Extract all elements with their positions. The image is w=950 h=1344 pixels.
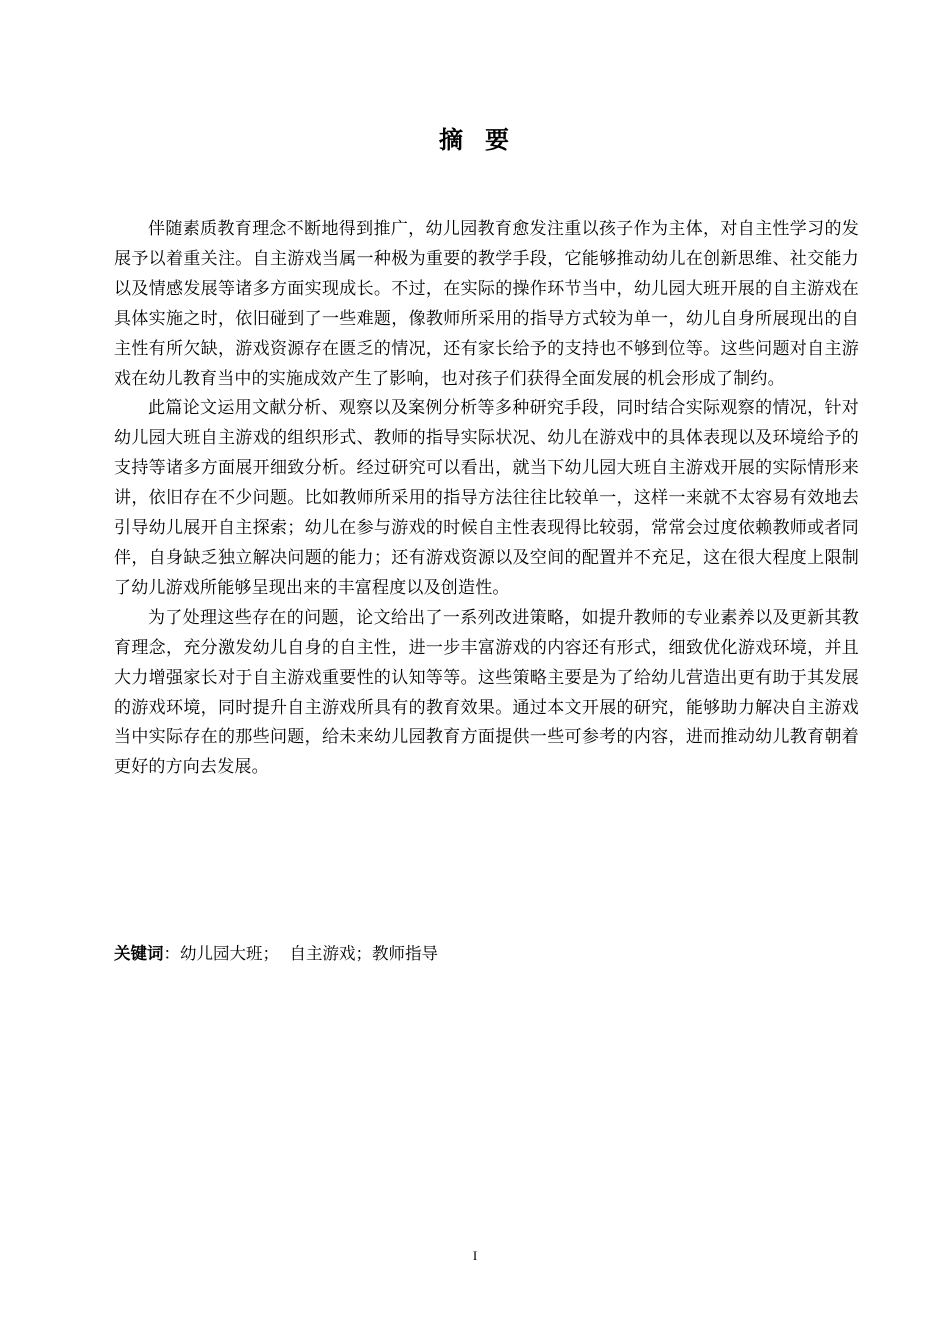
keywords-line: [114, 942, 438, 966]
page-number: I: [472, 1248, 478, 1263]
abstract-paragraph-3: 为了处理这些存在的问题，论文给出了一系列改进策略，如提升教师的专业素养以及更新其教育理念，充分激发幼儿自身的自主性，进一步丰富游戏的内容还有形式，细致优化游戏环境，并且大力增强家长对于自主游戏重要性的认知等等。这些策略主要是为了给幼儿营造出更有助于其发展的游戏环境，同时提升自主游戏所具有的教育效果。通过本文开展的研究，能够助力解决自主游戏当中实际存在的那些问题，给未来幼儿园教育方面提供一些可参考的内容，进而推动幼儿教育朝着更好的方向去发展。: [114, 607, 859, 778]
abstract-body: [114, 215, 859, 783]
keywords-label: 关键词: [114, 944, 164, 963]
abstract-paragraph-1: 伴随素质教育理念不断地得到推广，幼儿园教育愈发注重以孩子作为主体，对自主性学习的发展予以着重关注。自主游戏当属一种极为重要的教学手段，它能够推动幼儿在创新思维、社交能力以及情感发展等诸多方面实现成长。不过，在实际的操作环节当中，幼儿园大班开展的自主游戏在具体实施之时，依旧碰到了一些难题，像教师所采用的指导方式较为单一，幼儿自身所展现出的自主性有所欠缺，游戏资源存在匮乏的情况，还有家长给予的支持也不够到位等。这些问题对自主游戏在幼儿教育当中的实施成效产生了影响，也对孩子们获得全面发展的机会形成了制约。: [114, 219, 859, 389]
keywords-value: ：幼儿园大班； 自主游戏；教师指导: [163, 944, 438, 963]
abstract-title: [0, 120, 950, 155]
abstract-paragraph-2: 此篇论文运用文献分析、观察以及案例分析等多种研究手段，同时结合实际观察的情况，针对幼儿园大班自主游戏的组织形式、教师的指导实际状况、幼儿在游戏中的具体表现以及环境给予的支持等诸多方面展开细致分析。经过研究可以看出，就当下幼儿园大班自主游戏开展的实际情形来讲，依旧存在不少问题。比如教师所采用的指导方法往往比较单一，这样一来就不太容易有效地去引导幼儿展开自主探索；幼儿在参与游戏的时候自主性表现得比较弱，常常会过度依赖教师或者同伴，自身缺乏独立解决问题的能力；还有游戏资源以及空间的配置并不充足，这在很大程度上限制了幼儿游戏所能够呈现出来的丰富程度以及创造性。: [114, 398, 859, 598]
title-char-2: 要: [485, 126, 511, 154]
title-char-1: 摘: [439, 126, 465, 154]
